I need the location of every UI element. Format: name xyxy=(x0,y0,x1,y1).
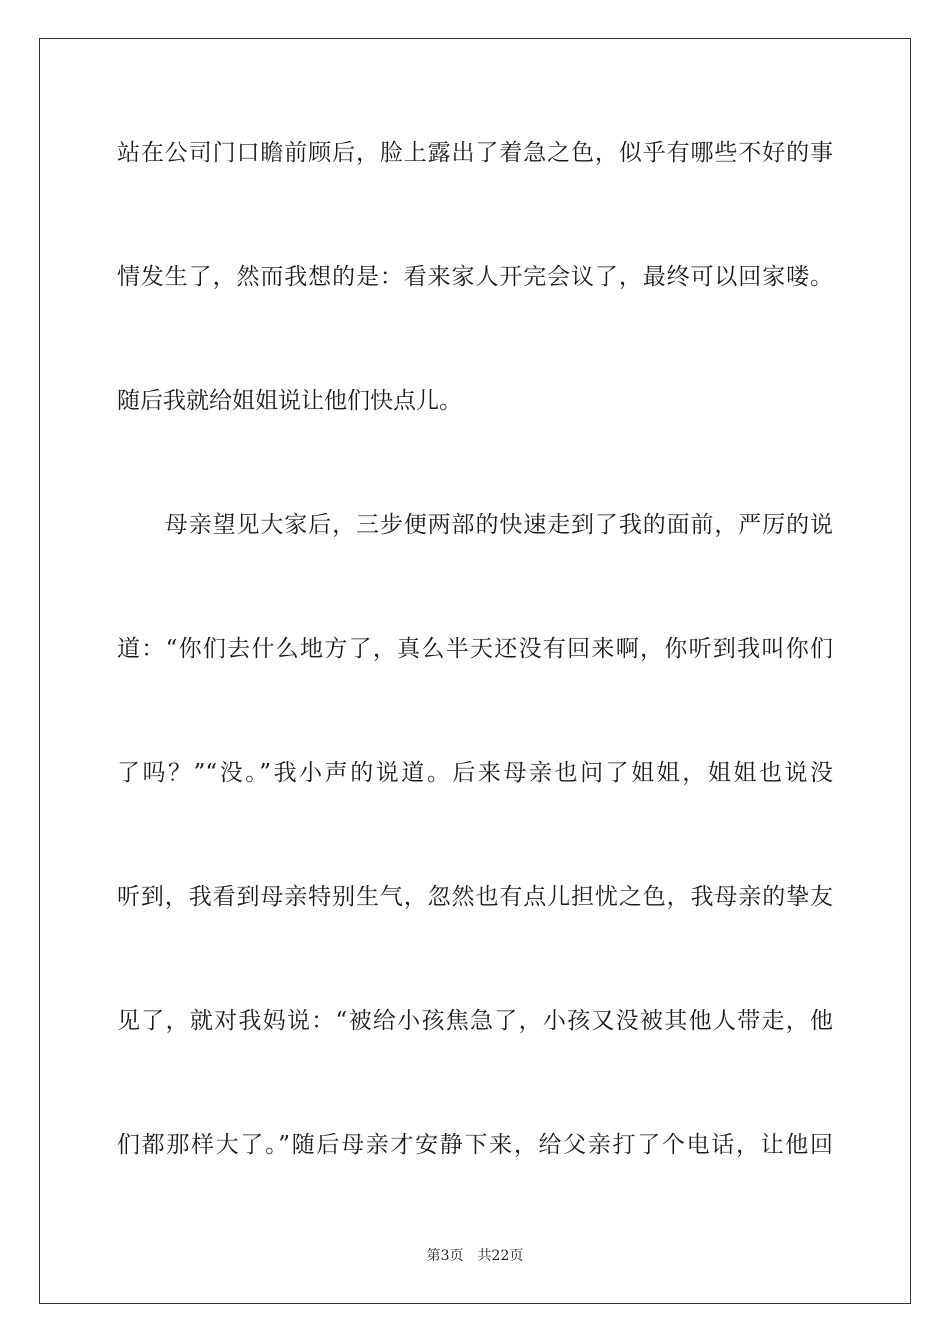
page-footer xyxy=(0,1247,950,1265)
text-line-9: 们都那样大了。”随后母亲才安静下来，给父亲打了个电话，让他回 xyxy=(117,1132,833,1158)
text-line-8: 见了，就对我妈说：“被给小孩焦急了，小孩又没被其他人带走，他 xyxy=(117,1008,833,1034)
page-total: 共22页 xyxy=(477,1248,524,1264)
text-line-6: 了吗？”“没。”我小声的说道。后来母亲也问了姐姐，姐姐也说没 xyxy=(117,760,833,786)
page-border xyxy=(39,38,911,1304)
page-number: 第3页 xyxy=(426,1248,464,1264)
text-line-2: 情发生了，然而我想的是：看来家人开完会议了，最终可以回家喽。 xyxy=(117,264,833,290)
text-line-4: 母亲望见大家后，三步便两部的快速走到了我的面前，严厉的说 xyxy=(117,512,833,538)
text-line-7: 听到，我看到母亲特别生气，忽然也有点儿担忧之色，我母亲的挚友 xyxy=(117,884,833,910)
text-line-3: 随后我就给姐姐说让他们快点儿。 xyxy=(117,388,462,414)
text-line-1: 站在公司门口瞻前顾后，脸上露出了着急之色，似乎有哪些不好的事 xyxy=(117,140,833,166)
text-line-5: 道：“你们去什么地方了，真么半天还没有回来啊，你听到我叫你们 xyxy=(117,636,833,662)
